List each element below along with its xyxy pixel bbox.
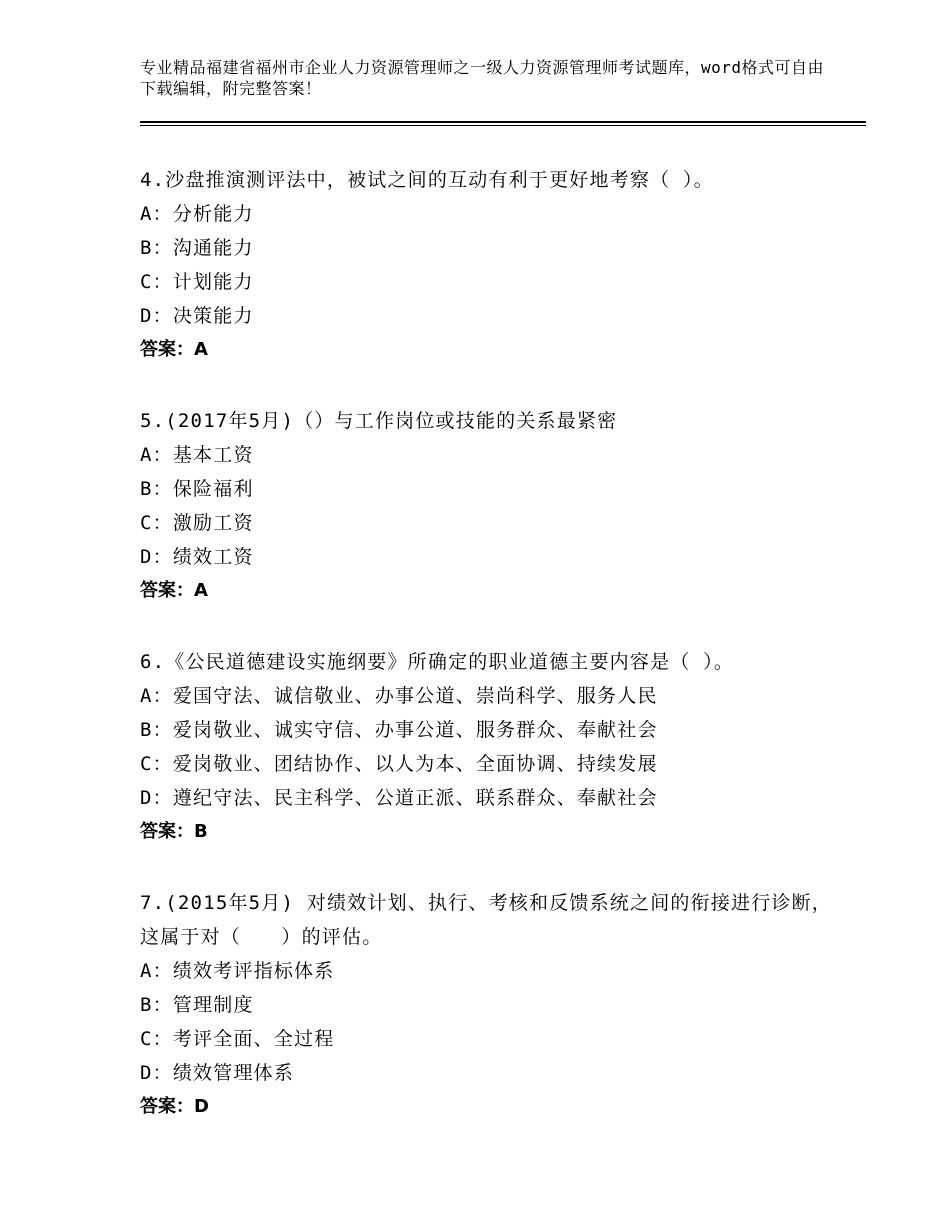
option-a: A：爱国守法、诚信敬业、办事公道、崇尚科学、服务人民 — [140, 685, 658, 707]
option-b: B：管理制度 — [140, 994, 254, 1016]
option-b: B：保险福利 — [140, 478, 254, 500]
answer-label: 答案：A — [140, 580, 208, 601]
option-c: C：考评全面、全过程 — [140, 1028, 335, 1050]
question-stem: 6.《公民道德建设实施纲要》所确定的职业道德主要内容是（ ）。 — [140, 651, 735, 673]
question-stem: 7.(2015年5月) 对绩效计划、执行、考核和反馈系统之间的衔接进行诊断，这属于对（ ）的评估。 — [140, 892, 832, 948]
option-c: C：爱岗敬业、团结协作、以人为本、全面协调、持续发展 — [140, 753, 658, 775]
option-a: A：分析能力 — [140, 203, 254, 225]
answer-label: 答案：D — [140, 1096, 209, 1117]
question-4 — [140, 163, 840, 367]
option-d: D：决策能力 — [140, 305, 254, 327]
answer-label: 答案：B — [140, 821, 208, 842]
option-b: B：沟通能力 — [140, 237, 254, 259]
option-a: A：基本工资 — [140, 444, 254, 466]
question-7 — [140, 886, 840, 1124]
document-header: 专业精品福建省福州市企业人力资源管理师之一级人力资源管理师考试题库，word格式可自由下载编辑，附完整答案！ — [140, 58, 825, 98]
question-list — [140, 163, 840, 1161]
option-b: B：爱岗敬业、诚实守信、办事公道、服务群众、奉献社会 — [140, 719, 658, 741]
option-c: C：计划能力 — [140, 271, 254, 293]
question-5 — [140, 404, 840, 608]
question-6 — [140, 645, 840, 849]
header-rule-thick — [140, 121, 866, 123]
answer-label: 答案：A — [140, 339, 208, 360]
option-d: D：绩效管理体系 — [140, 1062, 295, 1084]
option-c: C：激励工资 — [140, 512, 254, 534]
header-rule-thin — [140, 125, 866, 126]
option-d: D：绩效工资 — [140, 546, 254, 568]
question-stem: 5.(2017年5月)（）与工作岗位或技能的关系最紧密 — [140, 410, 618, 432]
option-d: D：遵纪守法、民主科学、公道正派、联系群众、奉献社会 — [140, 787, 658, 809]
question-stem: 4.沙盘推演测评法中，被试之间的互动有利于更好地考察（ ）。 — [140, 169, 714, 191]
option-a: A：绩效考评指标体系 — [140, 960, 335, 982]
